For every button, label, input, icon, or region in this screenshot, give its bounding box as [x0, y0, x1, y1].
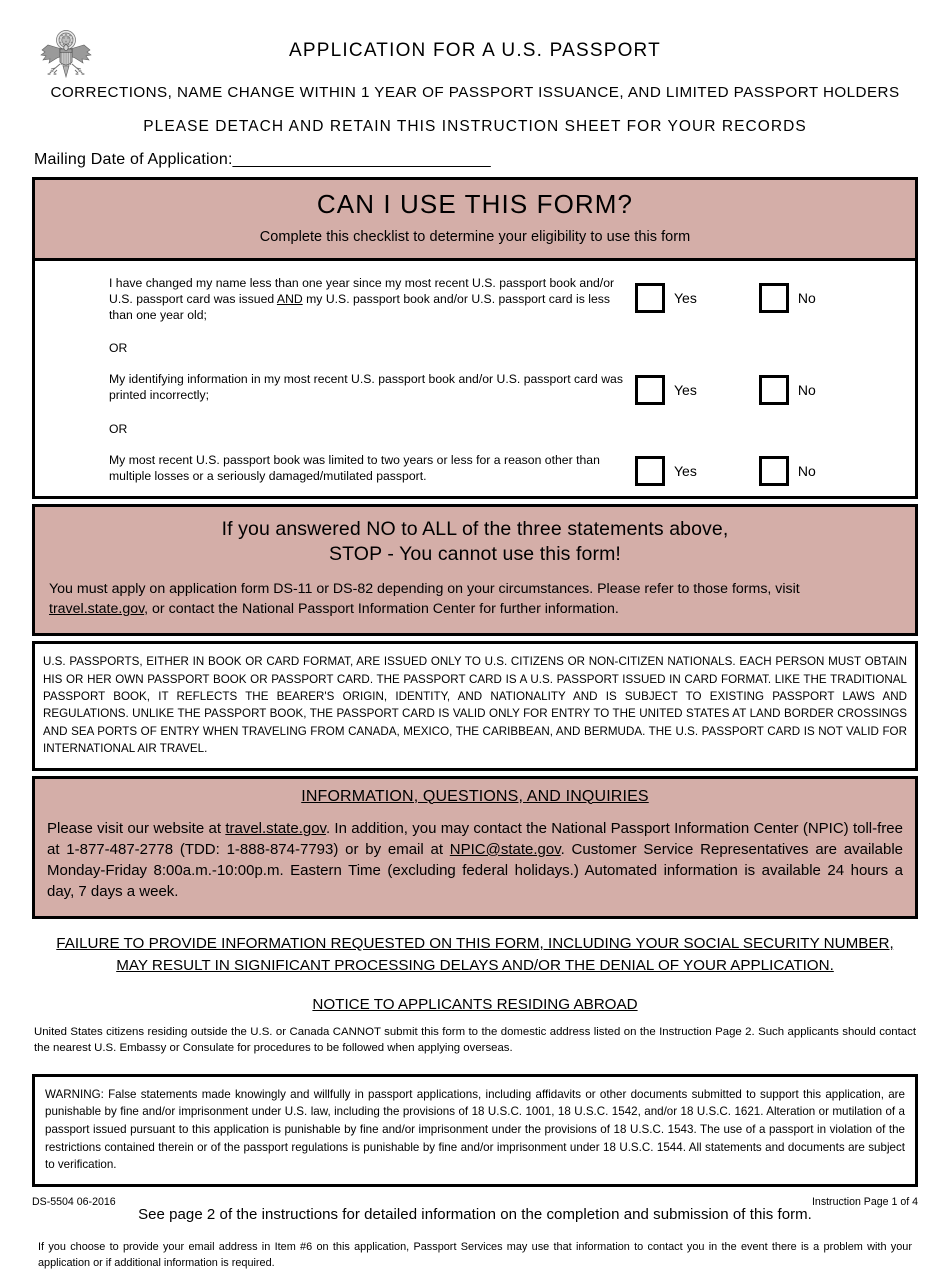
q1-no-checkbox[interactable] [759, 283, 789, 313]
stop-notice-line-2: STOP - You cannot use this form! [329, 543, 621, 566]
checklist-row [35, 275, 915, 324]
abroad-notice-body: United States citizens residing outside the U.S. or Canada CANNOT submit this form to the domestic address listed on the Instruction Page 2. Such applicants should contact the nearest U.S. Embassy or Consulate for procedures to be followed when applying overseas. [34, 1025, 916, 1055]
passport-format-info-panel [32, 641, 918, 770]
q1-yes-label: Yes [674, 290, 697, 306]
checklist-question-1 [35, 275, 635, 324]
page-footer [32, 1196, 918, 1208]
travel-state-gov-link[interactable]: travel.state.gov [225, 819, 326, 837]
stop-body-after: , or contact the National Passport Information Center for further information. [144, 600, 619, 617]
q1-text-emphasis: AND [276, 292, 303, 307]
npic-email-link[interactable]: NPIC@state.gov [449, 840, 561, 858]
page-subtitle: CORRECTIONS, NAME CHANGE WITHIN 1 YEAR OF PASSPORT ISSUANCE, AND LIMITED PASSPORT HOLDERS [50, 84, 900, 101]
q3-yes-checkbox[interactable] [635, 456, 665, 486]
see-page-2-note: See page 2 of the instructions for detailed information on the completion and submission of this form. [138, 1205, 812, 1223]
travel-state-gov-link[interactable]: travel.state.gov [49, 600, 145, 617]
q3-no-label: No [797, 463, 816, 480]
q1-options [635, 281, 816, 313]
q2-no-option[interactable] [759, 375, 816, 405]
q1-yes-option[interactable] [635, 283, 697, 313]
checklist-question-2: My identifying information in my most recent U.S. passport book and/or U.S. passport card was printed incorrectly; [109, 371, 623, 403]
email-usage-note: If you choose to provide your email address in Item #6 on this application, Passport Services may use that information to contact you in the event there is a problem with your application or if additional information is required. [38, 1240, 912, 1270]
page-title: APPLICATION FOR A U.S. PASSPORT [289, 40, 661, 61]
q3-no-option[interactable] [759, 456, 816, 486]
stop-notice-body [47, 580, 903, 619]
page-number-label: Instruction Page 1 of 4 [811, 1196, 918, 1208]
q2-options [635, 373, 816, 405]
information-inquiries-panel [32, 776, 918, 919]
q2-yes-checkbox[interactable] [635, 375, 665, 405]
info-segment-1: Please visit our website at [47, 819, 226, 837]
abroad-notice-title: NOTICE TO APPLICANTS RESIDING ABROAD [312, 995, 638, 1013]
checklist-row [35, 371, 915, 405]
info-segment-3: . Customer Service Representatives are available Monday-Friday 8:00a.m.-10:00p.m. Eastern Time (excluding federal holidays.) Automated information is available 24 hours a day, 7 days a week. [47, 840, 903, 901]
detach-instruction: PLEASE DETACH AND RETAIN THIS INSTRUCTION SHEET FOR YOUR RECORDS [143, 118, 807, 135]
can-use-title: CAN I USE THIS FORM? [316, 189, 634, 219]
q2-yes-label: Yes [674, 381, 697, 398]
q1-yes-checkbox[interactable] [635, 283, 665, 313]
q2-no-checkbox[interactable] [759, 375, 789, 405]
or-separator-2: OR [109, 421, 128, 436]
stop-body-before: You must apply on application form DS-11 or DS-82 depending on your circumstances. Please refer to those forms, visit [49, 581, 800, 597]
information-inquiries-title: INFORMATION, QUESTIONS, AND INQUIRIES [301, 787, 649, 805]
checklist-row [35, 452, 915, 486]
mailing-date-blank: _____________________________ [232, 151, 491, 168]
checklist-question-3: My most recent U.S. passport book was limited to two years or less for a reason other than multiple losses or a seriously damaged/mutilated passport. [109, 453, 600, 484]
failure-notice-line-2: MAY RESULT IN SIGNIFICANT PROCESSING DELAYS AND/OR THE DENIAL OF YOUR APPLICATION. [116, 956, 834, 974]
q3-yes-label: Yes [674, 463, 697, 480]
mailing-date-field[interactable] [32, 136, 918, 169]
q3-options [635, 454, 816, 486]
or-separator-1: OR [109, 340, 128, 355]
q1-no-option[interactable] [759, 283, 816, 313]
info-segment-2: . In addition, you may contact the National Passport Information Center (NPIC) toll-free at 1-877-487-2778 (TDD: 1-888-874-7793) or by email at [47, 819, 903, 858]
us-great-seal-eagle-icon [38, 24, 94, 84]
warning-text: WARNING: False statements made knowingly and willfully in passport applications, including affidavits or other documents submitted to support this application, are punishable by fine and/or imprisonment under U.S. law, including the provisions of 18 U.S.C. 1001, 18 U.S.C. 1542, and/or 18 U.S.C. 1621. Alteration or mutilation of a passport issued pursuant to this application is punishable by fine and/or imprisonment under the provisions of 18 U.S.C. 1543. The use of a passport in violation of the restrictions contained therein or of the passport regulations is punishable by fine and/or imprisonment under 18 U.S.C. 1544. All statements and documents are subject to verification. [45, 1087, 905, 1172]
q3-yes-option[interactable] [635, 456, 697, 486]
can-use-subtitle: Complete this checklist to determine your eligibility to use this form [259, 229, 691, 245]
q1-no-label: No [797, 290, 816, 306]
eligibility-checklist [35, 261, 915, 496]
q2-yes-option[interactable] [635, 375, 697, 405]
stop-notice-heading [47, 517, 903, 567]
can-i-use-this-form-panel [32, 177, 918, 499]
information-inquiries-body [45, 818, 905, 903]
mailing-date-label: Mailing Date of Application: [34, 151, 233, 168]
q3-no-checkbox[interactable] [759, 456, 789, 486]
q1-text-before: I have changed my name less than one year since my most recent U.S. passport book and/or U.S. passport card was issued [109, 276, 615, 307]
form-id-label: DS-5504 06-2016 [32, 1196, 116, 1208]
failure-to-provide-notice [32, 933, 918, 977]
stop-notice-panel [32, 504, 918, 636]
page-header [32, 0, 918, 169]
passport-format-info-text: U.S. PASSPORTS, EITHER IN BOOK OR CARD FORMAT, ARE ISSUED ONLY TO U.S. CITIZENS OR NON-CITIZEN NATIONALS. EACH PERSON MUST OBTAIN HIS OR HER OWN PASSPORT BOOK OR PASSPORT CARD. THE PASSPORT CARD IS A U.S. PASSPORT ISSUED IN CARD FORMAT. LIKE THE TRADITIONAL PASSPORT BOOK, IT REFLECTS THE BEARER'S ORIGIN, IDENTITY, AND NATIONALITY AND IS SUBJECT TO EXISTING PASSPORT LAWS AND REGULATIONS. UNLIKE THE PASSPORT BOOK, THE PASSPORT CARD IS VALID ONLY FOR ENTRY TO THE UNITED STATES AT LAND BORDER CROSSINGS AND SEA PORTS OF ENTRY WHEN TRAVELING FROM CANADA, MEXICO, THE CARIBBEAN, AND BERMUDA. THE U.S. PASSPORT CARD IS NOT VALID FOR INTERNATIONAL AIR TRAVEL. [43, 655, 907, 756]
can-use-header [35, 180, 915, 261]
q2-no-label: No [797, 381, 816, 398]
warning-panel [32, 1074, 918, 1187]
q1-text-after: my U.S. passport book and/or U.S. passport card is less than one year old; [109, 292, 611, 323]
failure-notice-line-1: FAILURE TO PROVIDE INFORMATION REQUESTED ON THIS FORM, INCLUDING YOUR SOCIAL SECURITY NUMBER, [56, 934, 894, 952]
stop-notice-line-1: If you answered NO to ALL of the three statements above, [221, 518, 729, 541]
